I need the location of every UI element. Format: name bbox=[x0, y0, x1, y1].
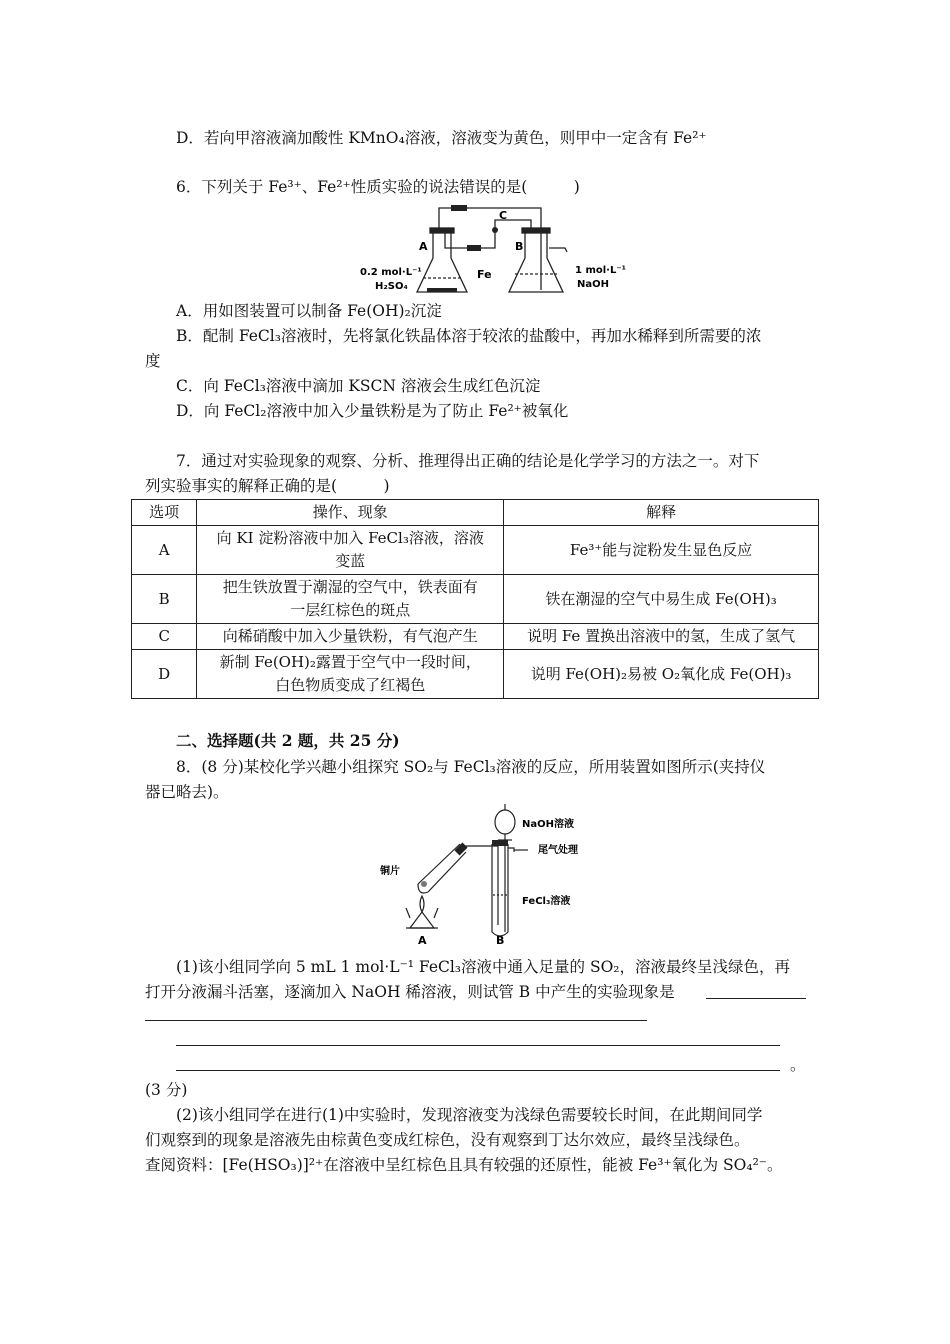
q7-op-line: 把生铁放置于潮湿的空气中，铁表面有 bbox=[222, 578, 478, 596]
q8-fig-label-b: B bbox=[496, 934, 505, 947]
q7-op-line: 一层红棕色的斑点 bbox=[290, 601, 411, 619]
q8-p1-line2: 打开分液漏斗活塞，逐滴加入 NaOH 稀溶液，则试管 B 中产生的实验现象是 bbox=[145, 983, 675, 1001]
q6-fig-right-conc: 1 mol·L⁻¹ bbox=[575, 265, 626, 276]
q6-option-b-cont: 度 bbox=[145, 352, 161, 370]
q7-row-explanation: 说明 Fe 置换出溶液中的氢，生成了氢气 bbox=[504, 624, 819, 650]
q6-option-a: A．用如图装置可以制备 Fe(OH)₂沉淀 bbox=[176, 302, 442, 320]
q7-row-explanation: 铁在潮湿的空气中易生成 Fe(OH)₃ bbox=[504, 575, 819, 624]
q8-fig-tail: 尾气处理 bbox=[538, 845, 578, 856]
q8-p2-line2: 们观察到的现象是溶液先由棕黄色变成红棕色，没有观察到丁达尔效应，最终呈浅绿色。 bbox=[145, 1131, 750, 1149]
q6-fig-label-c: C bbox=[499, 209, 508, 222]
q7-header-explanation: 解释 bbox=[504, 500, 819, 526]
q7-stem-line1: 7．通过对实验现象的观察、分析、推理得出正确的结论是化学学习的方法之一。对下 bbox=[176, 452, 760, 470]
q6-option-d: D．向 FeCl₂溶液中加入少量铁粉是为了防止 Fe²⁺被氧化 bbox=[176, 402, 569, 420]
q6-option-c: C．向 FeCl₃溶液中滴加 KSCN 溶液会生成红色沉淀 bbox=[176, 377, 541, 395]
q6-fig-left-sol: H₂SO₄ bbox=[375, 281, 408, 292]
q7-op-line: 白色物质变成了红褐色 bbox=[275, 676, 426, 694]
q6-fig-label-a: A bbox=[419, 240, 428, 253]
q6-stem: 6．下列关于 Fe³⁺、Fe²⁺性质实验的说法错误的是( ) bbox=[176, 178, 580, 196]
q8-p2-line1: (2)该小组同学在进行(1)中实验时，发现溶液变为浅绿色需要较长时间，在此期间同学 bbox=[176, 1106, 763, 1124]
q8-fig-fecl3: FeCl₃溶液 bbox=[522, 896, 571, 907]
q7-row-a bbox=[132, 526, 819, 575]
q7-row-c bbox=[132, 624, 819, 650]
answer-blank[interactable] bbox=[176, 1070, 780, 1071]
q7-row-option: B bbox=[132, 575, 197, 624]
q6-fig-label-b: B bbox=[515, 240, 524, 253]
section2-title: 二、选择题(共 2 题，共 25 分) bbox=[176, 731, 400, 750]
q7-row-operation: 向稀硝酸中加入少量铁粉，有气泡产生 bbox=[197, 624, 504, 650]
q8-p1-line1: (1)该小组同学向 5 mL 1 mol·L⁻¹ FeCl₃溶液中通入足量的 SO₂，溶液最终呈浅绿色，再 bbox=[176, 958, 790, 976]
q8-p1-score: (3 分) bbox=[145, 1081, 188, 1099]
q7-row-explanation: 说明 Fe(OH)₂易被 O₂氧化成 Fe(OH)₃ bbox=[504, 650, 819, 699]
q7-table bbox=[131, 499, 819, 699]
q7-row-operation bbox=[197, 650, 504, 699]
q7-op-line: 变蓝 bbox=[335, 552, 366, 570]
q7-row-operation bbox=[197, 526, 504, 575]
q8-fig-naoh: NaOH溶液 bbox=[522, 819, 574, 830]
answer-blank[interactable] bbox=[706, 998, 806, 999]
q8-p2-line3: 查阅资料：[Fe(HSO₃)]²⁺在溶液中呈红棕色且具有较强的还原性，能被 Fe³⁺氧化为 SO₄²⁻。 bbox=[145, 1156, 783, 1174]
q8-stem-line1: 8．(8 分)某校化学兴趣小组探究 SO₂与 FeCl₃溶液的反应，所用装置如图所示(夹持仪 bbox=[176, 758, 766, 776]
q7-row-operation bbox=[197, 575, 504, 624]
q7-op-line: 新制 Fe(OH)₂露置于空气中一段时间， bbox=[219, 653, 481, 671]
q5-option-d: D．若向甲溶液滴加酸性 KMnO₄溶液，溶液变为黄色，则甲中一定含有 Fe²⁺ bbox=[176, 129, 707, 147]
q7-header-option: 选项 bbox=[132, 500, 197, 526]
q8-apparatus-figure bbox=[380, 800, 620, 948]
q8-stem-line2: 器已略去)。 bbox=[145, 783, 229, 801]
q6-option-b: B．配制 FeCl₃溶液时，先将氯化铁晶体溶于较浓的盐酸中，再加水稀释到所需要的浓 bbox=[176, 327, 762, 345]
q6-apparatus-figure bbox=[355, 200, 635, 300]
q7-row-option: A bbox=[132, 526, 197, 575]
q7-header-operation: 操作、现象 bbox=[197, 500, 504, 526]
q8-p1-end-mark: 。 bbox=[790, 1056, 806, 1074]
q8-fig-label-a: A bbox=[418, 934, 427, 947]
q7-stem-line2: 列实验事实的解释正确的是( ) bbox=[145, 477, 390, 495]
q7-row-option: C bbox=[132, 624, 197, 650]
answer-blank[interactable] bbox=[176, 1045, 780, 1046]
q6-fig-left-conc: 0.2 mol·L⁻¹ bbox=[360, 267, 422, 278]
q8-fig-cu: 铜片 bbox=[380, 866, 400, 877]
q7-row-explanation: Fe³⁺能与淀粉发生显色反应 bbox=[504, 526, 819, 575]
answer-blank[interactable] bbox=[145, 1020, 647, 1021]
q7-row-b bbox=[132, 575, 819, 624]
q7-op-line: 向 KI 淀粉溶液中加入 FeCl₃溶液，溶液 bbox=[216, 529, 484, 547]
q6-fig-label-fe: Fe bbox=[477, 268, 492, 281]
q6-fig-right-sol: NaOH bbox=[577, 279, 609, 290]
q7-row-option: D bbox=[132, 650, 197, 699]
q7-row-d bbox=[132, 650, 819, 699]
q7-table-header bbox=[132, 500, 819, 526]
